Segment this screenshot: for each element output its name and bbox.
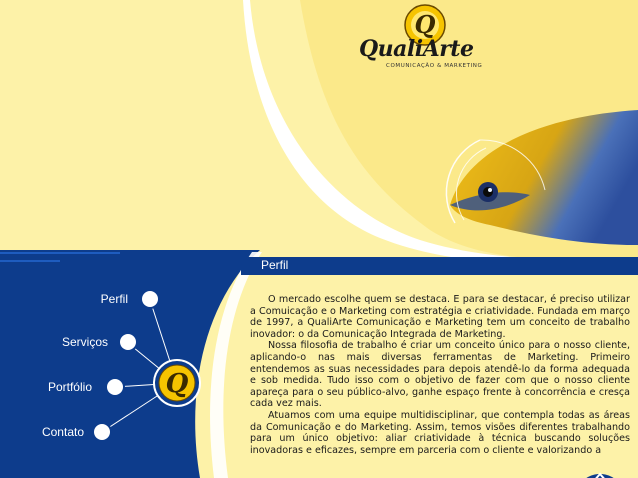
nav-stripes bbox=[0, 250, 120, 256]
logo-name: QualiArte bbox=[359, 36, 474, 62]
section-header bbox=[241, 257, 638, 275]
nav-contato-dot[interactable] bbox=[94, 424, 110, 440]
nav-perfil-dot[interactable] bbox=[142, 291, 158, 307]
content-text bbox=[250, 294, 630, 478]
nav-stripes-2 bbox=[0, 258, 60, 264]
fish-image bbox=[420, 95, 638, 255]
nav-servicos[interactable]: Serviços bbox=[61, 335, 108, 349]
nav-perfil[interactable]: Perfil bbox=[100, 292, 128, 306]
svg-text:Q: Q bbox=[414, 10, 436, 39]
paragraph-1: O mercado escolhe quem se destaca. E para se destacar, é preciso utilizar a Comuicação e o Marketing com estratégia e criatividade. Fundada em março de 1997, a QualiArte Comunicação e Marketing tem um conceito de trabalho inovador: o da Comunicação Integrada de Marketing. bbox=[250, 294, 630, 340]
section-title: Perfil bbox=[261, 258, 289, 272]
nav-servicos-dot[interactable] bbox=[120, 334, 136, 350]
nav-portfolio[interactable]: Portfólio bbox=[47, 380, 92, 394]
nav-center-q-icon bbox=[153, 359, 201, 407]
nav-portfolio-dot[interactable] bbox=[107, 379, 123, 395]
paragraph-3: Atuamos com uma equipe multidisciplinar, que contempla todas as áreas da Comunicação e do Marketing. Assim, temos visões diferentes trabalhando para um único objetivo: aliar criatividade à técnica buscando soluções inovadoras e eficazes, sempre em parceria com o cliente e valorizando a bbox=[250, 409, 630, 456]
nav-contato[interactable]: Contato bbox=[41, 425, 84, 439]
paragraph-2: Nossa filosofia de trabalho é criar um conceito único para o nosso cliente, aplicando-o nas mais diversas ferramentas de Marketing. Primeiro entendemos as suas necessidades para depois atendê-lo da forma adequada e sob medida. Tudo isso com o objetivo de fazer com que o nosso cliente apareça para o seu público-alvo, ganhe espaço frente à concorrência e cresça cada vez mais. bbox=[250, 340, 630, 410]
logo-tagline: COMUNICAÇÃO & MARKETING bbox=[386, 63, 483, 69]
svg-text:Q: Q bbox=[165, 369, 189, 399]
scroll-arrow-icon[interactable] bbox=[575, 462, 625, 478]
